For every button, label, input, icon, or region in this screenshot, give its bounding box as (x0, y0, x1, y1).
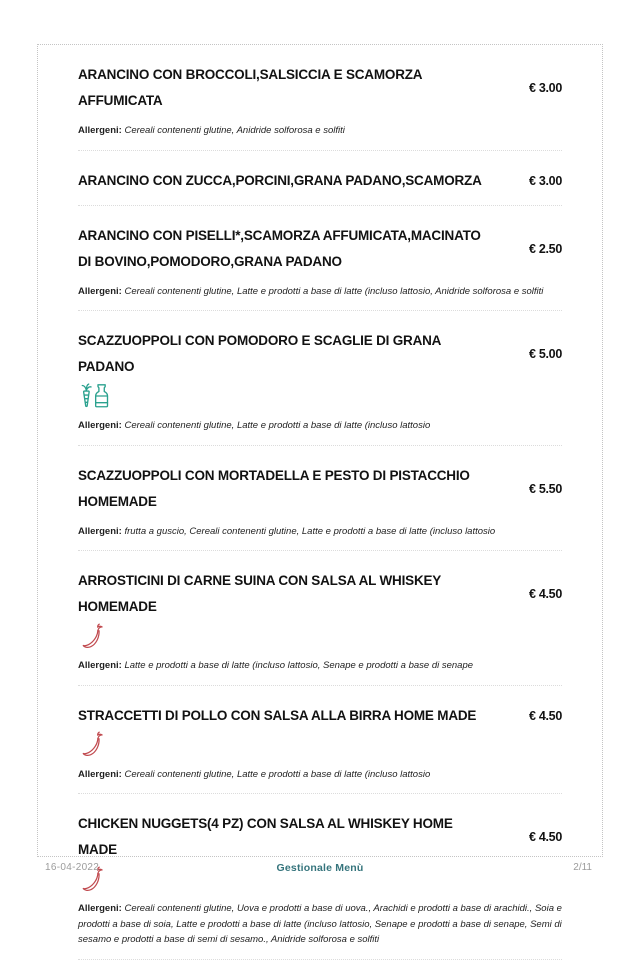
allergen-text: Latte e prodotti a base di latte (incluso lattosio, Senape e prodotti a base di senape (124, 660, 474, 671)
allergen-label: Allergeni: (78, 420, 122, 431)
footer-page-number: 2/11 (573, 862, 592, 873)
menu-item (78, 206, 562, 312)
allergen-text: frutta a guscio, Cereali contenenti glutine, Latte e prodotti a base di latte (incluso lattosio (124, 525, 496, 537)
item-price: € 3.00 (529, 173, 562, 188)
item-price: € 4.50 (529, 587, 562, 601)
item-price: € 4.50 (529, 708, 562, 723)
item-title: SCAZZUOPPOLI CON MORTADELLA E PESTO DI PISTACCHIO HOMEMADE (78, 467, 470, 509)
menu-item (78, 45, 562, 151)
menu-items-list (78, 45, 562, 960)
menu-item (78, 151, 562, 206)
allergen-label: Allergeni: (78, 903, 122, 914)
allergen-text: Cereali contenenti glutine, Latte e prodotti a base di latte (incluso lattosio (124, 420, 431, 431)
allergen-row (78, 901, 562, 948)
item-price: € 5.50 (529, 481, 562, 496)
allergen-row (78, 284, 562, 300)
item-price: € 4.50 (529, 830, 562, 844)
page-footer (40, 862, 600, 878)
menu-item (78, 311, 562, 446)
item-title: CHICKEN NUGGETS(4 PZ) CON SALSA AL WHISKEY HOME MADE (78, 816, 453, 857)
allergen-text: Cereali contenenti glutine, Anidride solforosa e solfiti (124, 125, 345, 136)
allergen-label: Allergeni: (78, 125, 122, 136)
allergen-row (78, 418, 562, 434)
allergen-text: Cereali contenenti glutine, Uova e prodotti a base di uova., Arachidi e prodotti a base di arachidi., Soia e prodotti a base di soia, Latte e prodotti a base di latte (incluso lattosio, Senape e prodotti a base di senape, Semi di sesamo e prodotti a base di semi di sesamo., Anidride solforosa e solfiti (78, 903, 562, 945)
allergen-label: Allergeni: (78, 525, 122, 537)
item-title: ARANCINO CON ZUCCA,PORCINI,GRANA PADANO,SCAMORZA (78, 172, 482, 188)
menu-item (78, 686, 562, 795)
menu-item (78, 551, 562, 686)
carrot-and-milk-icon (80, 383, 116, 409)
allergen-label: Allergeni: (78, 285, 122, 297)
item-price: € 2.50 (529, 241, 562, 256)
allergen-text: Cereali contenenti glutine, Latte e prodotti a base di latte (incluso lattosio (124, 768, 431, 780)
item-title: ARROSTICINI DI CARNE SUINA CON SALSA AL WHISKEY HOMEMADE (78, 573, 441, 614)
item-title: SCAZZUOPPOLI CON POMODORO E SCAGLIE DI GRANA PADANO (78, 333, 441, 374)
allergen-text: Cereali contenenti glutine, Latte e prodotti a base di latte (incluso lattosio, Anidride solforosa e solfiti (124, 285, 544, 297)
allergen-row (78, 658, 562, 674)
allergen-label: Allergeni: (78, 768, 122, 780)
item-title: STRACCETTI DI POLLO CON SALSA ALLA BIRRA HOME MADE (78, 707, 477, 723)
allergen-label: Allergeni: (78, 660, 122, 671)
allergen-row (78, 524, 562, 540)
item-separator (78, 959, 562, 960)
allergen-row (78, 767, 562, 783)
footer-app-title: Gestionale Menù (276, 862, 364, 874)
item-title: ARANCINO CON PISELLI*,SCAMORZA AFFUMICATA,MACINATO DI BOVINO,POMODORO,GRANA PADANO (78, 227, 481, 269)
item-price: € 5.00 (529, 347, 562, 361)
item-title: ARANCINO CON BROCCOLI,SALSICCIA E SCAMORZA AFFUMICATA (78, 67, 422, 108)
allergen-row (78, 123, 562, 139)
chili-pepper-icon (80, 731, 105, 758)
menu-item (78, 446, 562, 552)
footer-date: 16-04-2022 (45, 862, 100, 873)
item-price: € 3.00 (529, 81, 562, 95)
chili-pepper-icon (80, 623, 105, 650)
